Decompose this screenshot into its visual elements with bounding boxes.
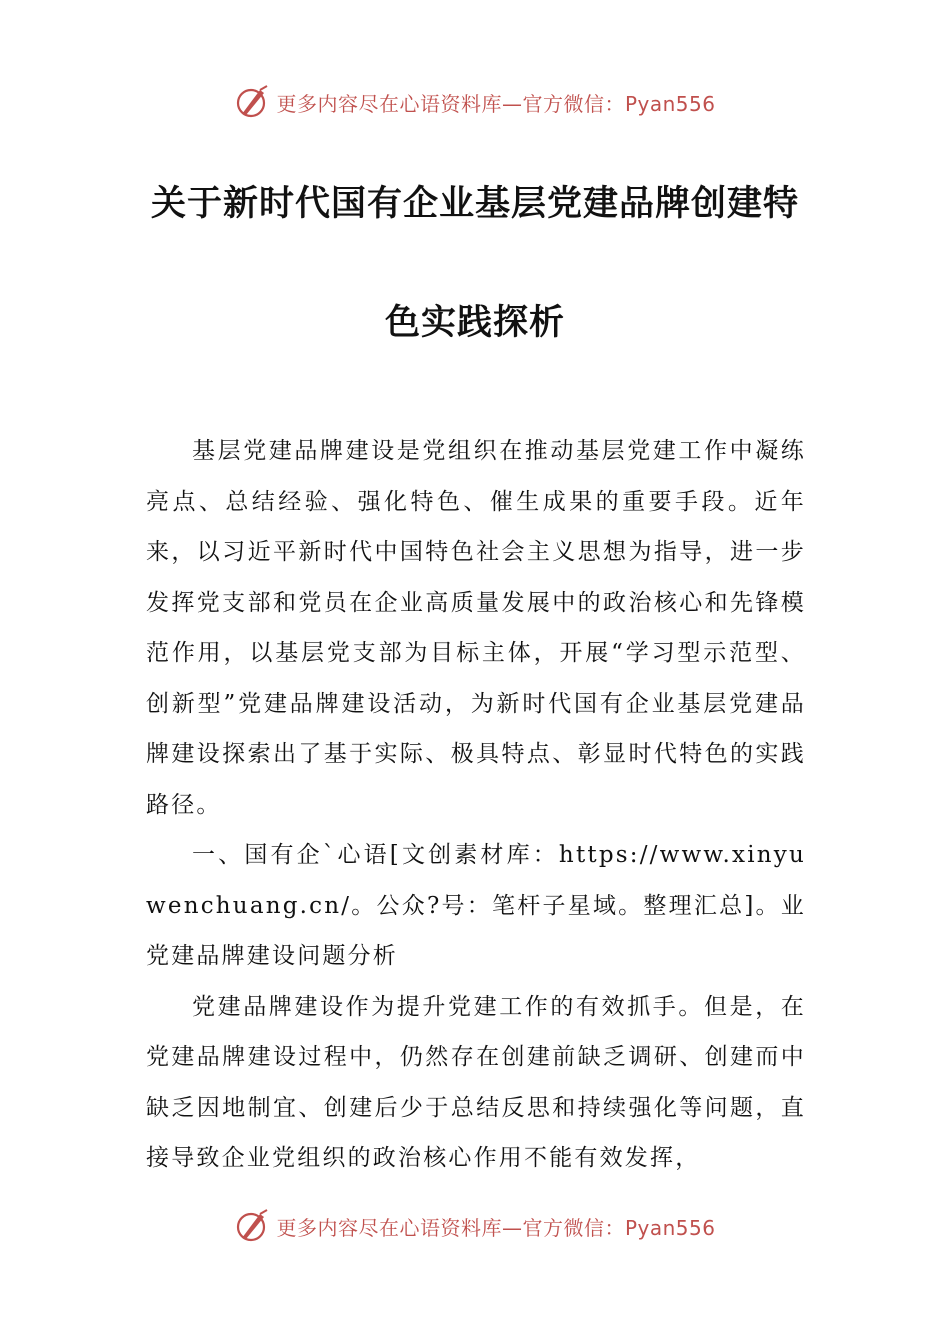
header-watermark-banner (0, 82, 950, 122)
paragraph-section-heading: 一、国有企`心语[文创素材库：https://www.xinyuwenchuang.cn/。公众?号：笔杆子星域。整理汇总]。业党建品牌建设问题分析 (146, 842, 806, 969)
footer-watermark-banner (0, 1206, 950, 1246)
quill-pen-icon (234, 1208, 270, 1244)
paragraph-intro: 基层党建品牌建设是党组织在推动基层党建工作中凝练亮点、总结经验、强化特色、催生成果的重要手段。近年来，以习近平新时代中国特色社会主义思想为指导，进一步发挥党支部和党员在企业高质量发展中的政治核心和先锋模范作用，以基层党支部为目标主体，开展“学习型示范型、创新型”党建品牌建设活动，为新时代国有企业基层党建品牌建设探索出了基于实际、极具特点、彰显时代特色的实践路径。 (146, 438, 806, 818)
document-title-line-2: 色实践探析 (384, 303, 565, 343)
document-title-line-1: 关于新时代国有企业基层党建品牌创建特 (150, 184, 799, 224)
document-body (146, 426, 806, 1184)
banner-text: 更多内容尽在心语资料库—官方微信：Pyan556 (276, 91, 716, 116)
paragraph-analysis: 党建品牌建设作为提升党建工作的有效抓手。但是，在党建品牌建设过程中，仍然存在创建前缺乏调研、创建而中缺乏因地制宜、创建后少于总结反思和持续强化等问题，直接导致企业党组织的政治核心作用不能有效发挥， (146, 993, 806, 1171)
banner-text: 更多内容尽在心语资料库—官方微信：Pyan556 (276, 1215, 716, 1240)
quill-pen-icon (234, 84, 270, 120)
